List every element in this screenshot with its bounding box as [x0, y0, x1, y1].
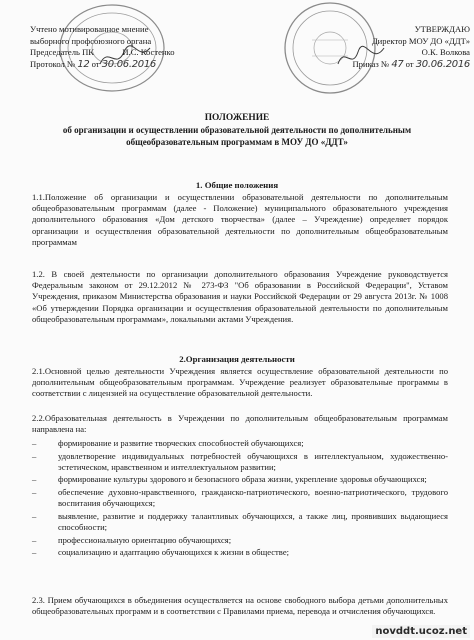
document-title: ПОЛОЖЕНИЕ	[204, 113, 270, 123]
hl-line1: Учтено мотивированное мнение	[30, 24, 149, 34]
hr-order-date: 30.06.2016	[415, 58, 470, 70]
hl-from-label: от	[91, 58, 100, 69]
section2-paragraph3: 2.3. Прием обучающихся в объединения осуществляется на основе свободного выбора детьми дополнительных общеобразовательных программ и в соответствии с Правилами приема, перевода и отчисления обучающихся.	[32, 595, 448, 617]
site-watermark: novddt.ucoz.net	[372, 625, 470, 638]
hl-protocol-label: Протокол №	[30, 58, 76, 69]
list-item: – формирование культуры здорового и безопасного образа жизни, укрепление здоровья обучающихся;	[32, 474, 427, 485]
hl-line2: выборного профсоюзного органа	[30, 35, 152, 46]
list-item: – социализацию и адаптацию обучающихся к жизни в обществе;	[32, 547, 290, 558]
hr-line1: УТВЕРЖДАЮ	[414, 24, 470, 34]
hr-line4	[310, 59, 470, 71]
hr-order-label: Приказ №	[352, 58, 390, 69]
section2-bullet-list	[32, 438, 448, 560]
hr-line3: О.К. Волкова	[421, 47, 470, 58]
hr-line2: Директор МОУ ДО «ДДТ»	[371, 35, 470, 46]
list-item: – выявление, развитие и поддержку талантливых обучающихся, а также лиц, проявивших выдающиеся способности;	[32, 510, 448, 532]
header-left-approval	[30, 24, 230, 70]
hr-from-label: от	[405, 58, 414, 69]
section2-heading: 2.Организация деятельности	[179, 354, 295, 364]
list-item: – удовлетворение индивидуальных потребностей обучающихся в интеллектуальном, художественно-эстетическом, нравственном и интеллектуальном развитии;	[32, 450, 448, 472]
section2-paragraph1: 2.1.Основной целью деятельности Учреждения является осуществление образовательной деятельности по дополнительным общеобразовательным программам. Учреждение реализует образовательные программы в соответствии с лицензией на осуществление образовательной деятельности.	[32, 366, 448, 399]
section1-paragraph2: 1.2. В своей деятельности по организации дополнительного образования Учреждение руководствуется Федеральным законом от 29.12.2012 № 273-ФЗ "Об образовании в Российской Федерации", Уставом Учреждения, приказом Министерства образования и науки Российской Федерации от 29 августа 2013г. № 1008 «Об утверждении Порядка организации и осуществления образовательной деятельности по дополнительным общеобразовательным программам», локальными актами Учреждения.	[32, 269, 448, 324]
hl-chair-label: Председатель ПК	[30, 47, 95, 58]
hr-order-number: 47	[391, 58, 404, 70]
hl-protocol-number: 12	[77, 58, 90, 70]
section2-paragraph2: 2.2.Образовательная деятельность в Учреждении по дополнительным общеобразовательным программам направлена на:	[32, 413, 448, 435]
document-subtitle-line1: об организации и осуществлении образовательной деятельности по дополнительным	[62, 125, 412, 135]
hl-line3	[30, 47, 230, 59]
list-item: – профессиональную ориентацию обучающихся;	[32, 534, 232, 545]
list-item: – обеспечение духовно-нравственного, гражданско-патриотического, военно-патриотического, трудового воспитания обучающихся;	[32, 486, 448, 509]
list-item: – формирование и развитие творческих способностей обучающихся;	[32, 438, 304, 448]
hl-line4	[30, 59, 230, 71]
section1-heading: 1. Общие положения	[195, 180, 279, 190]
hl-chair-name: И.С. Костенко	[122, 47, 175, 58]
document-subtitle-line2: общеобразовательным программам в МОУ ДО «ДДТ»	[126, 137, 348, 147]
hl-protocol-date: 30.06.2016	[101, 58, 156, 70]
section1-paragraph1: 1.1.Положение об организации и осуществлении образовательной деятельности по дополнительным общеобразовательным программам (далее - Положение) муниципального образовательного учреждения дополнительного образования «Дом детского творчества» (далее – Учреждение) определяет порядок организации и осуществления образовательной деятельности по дополнительным общеобразовательным программам	[32, 192, 448, 247]
header-right-approval	[310, 24, 470, 70]
